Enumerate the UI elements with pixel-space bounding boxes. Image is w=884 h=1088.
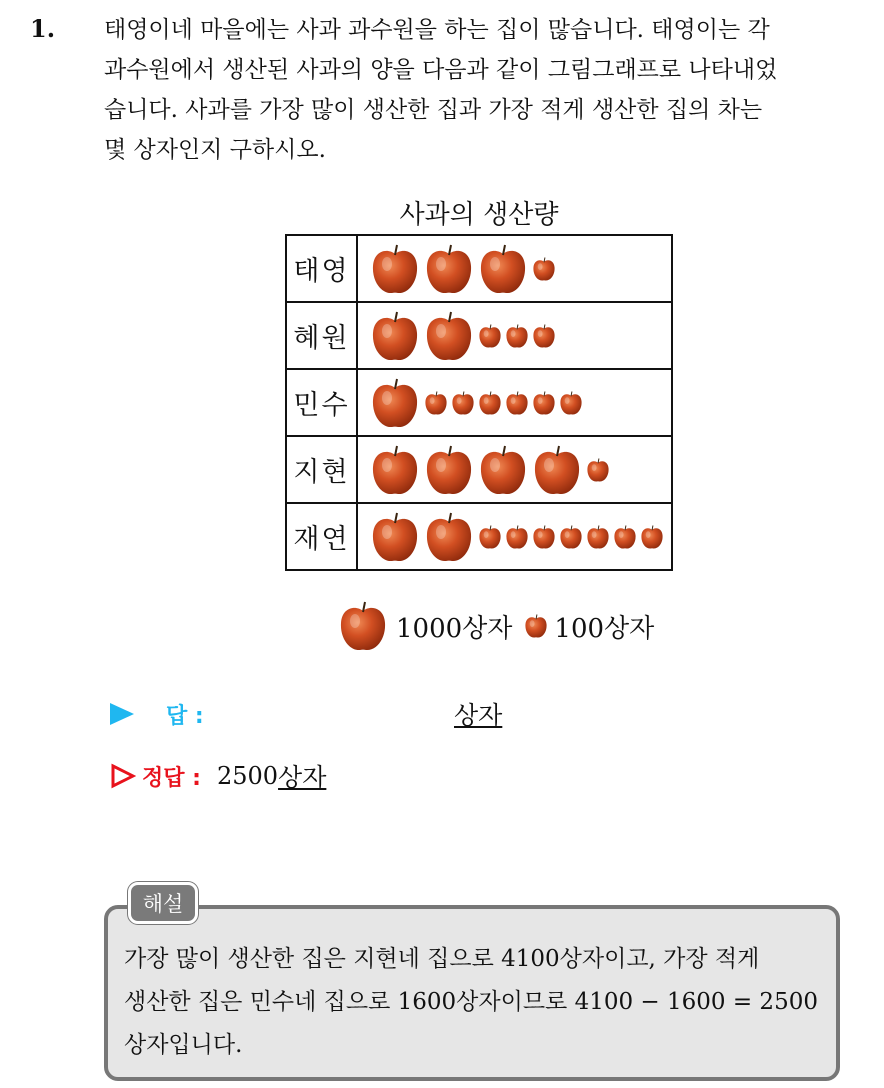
big-apple-icon [532,443,582,497]
row-name: 재연 [286,503,357,570]
graph-row [286,369,672,436]
big-apple-icon [370,510,420,564]
row-apples [357,302,672,369]
filled-triangle-icon [110,703,134,725]
correct-label: 정답 : [142,765,201,791]
small-apple-icon [532,323,556,349]
big-apple-icon [424,443,474,497]
small-apple-icon [478,390,502,416]
small-apple-icon [505,390,529,416]
small-apple-icon [559,524,583,550]
picture-graph [285,234,673,571]
answer-row [110,694,610,734]
solution-tag: 해설 [128,882,198,924]
outline-triangle-icon [110,763,136,789]
legend-big-label: 1000상자 [396,613,513,644]
solution-line: 상자입니다. [124,1032,243,1058]
small-apple-icon [532,524,556,550]
legend-small-label: 100상자 [554,613,655,644]
graph-row [286,235,672,302]
small-apple-icon [524,613,548,639]
question-line: 과수원에서 생산된 사과의 양을 다음과 같이 그림그래프로 나타내었 [104,57,778,83]
question-text [104,10,864,170]
row-apples [357,235,672,302]
small-apple-icon [586,524,610,550]
small-apple-icon [559,390,583,416]
small-apple-icon [451,390,475,416]
legend [338,598,654,654]
big-apple-icon [478,242,528,296]
big-apple-icon [370,309,420,363]
row-name: 지현 [286,436,357,503]
big-apple-icon [370,376,420,430]
correct-answer-row [110,756,326,796]
big-apple-icon [478,443,528,497]
answer-unit[interactable]: 상자 [454,701,503,730]
chart-title: 사과의 생산량 [399,200,559,230]
small-apple-icon [478,323,502,349]
question-line: 몇 상자인지 구하시오. [104,137,326,163]
row-apples [357,436,672,503]
big-apple-icon [424,309,474,363]
question-line: 태영이네 마을에는 사과 과수원을 하는 집이 많습니다. 태영이는 각 [104,17,770,43]
row-apples [357,369,672,436]
small-apple-icon [424,390,448,416]
answer-label: 답 : [166,703,204,729]
big-apple-icon [424,510,474,564]
row-apples [357,503,672,570]
big-apple-icon [424,242,474,296]
small-apple-icon [613,524,637,550]
small-apple-icon [478,524,502,550]
row-name: 혜원 [286,302,357,369]
correct-value: 2500 [216,762,279,790]
small-apple-icon [640,524,664,550]
big-apple-icon [370,443,420,497]
big-apple-icon [370,242,420,296]
small-apple-icon [505,323,529,349]
graph-row [286,503,672,570]
graph-row [286,302,672,369]
solution-line: 가장 많이 생산한 집은 지현네 집으로 4100상자이고, 가장 적게 [124,946,760,972]
solution-text [124,938,824,1067]
small-apple-icon [532,390,556,416]
small-apple-icon [586,457,610,483]
question-number: 1. [30,14,56,43]
graph-row [286,436,672,503]
solution-line: 생산한 집은 민수네 집으로 1600상자이므로 4100 − 1600 = 2500 [124,989,818,1015]
question-line: 습니다. 사과를 가장 많이 생산한 집과 가장 적게 생산한 집의 차는 [104,97,763,123]
correct-unit: 상자 [278,763,327,792]
big-apple-icon [338,599,388,653]
small-apple-icon [505,524,529,550]
row-name: 민수 [286,369,357,436]
small-apple-icon [532,256,556,282]
row-name: 태영 [286,235,357,302]
